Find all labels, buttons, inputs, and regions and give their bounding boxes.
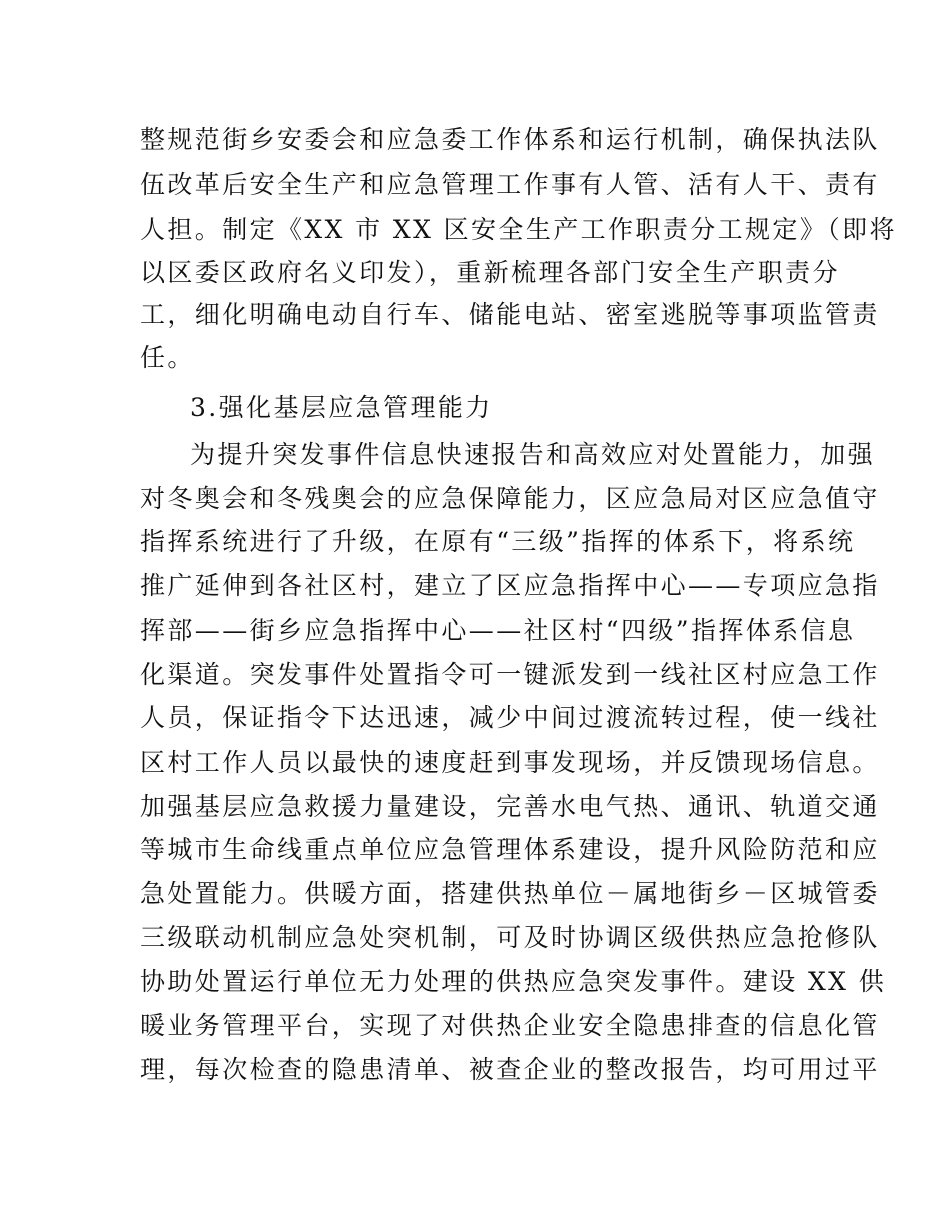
paragraph-2-line-3: 指挥系统进行了升级，在原有“三级”指挥的体系下，将系统 <box>140 527 856 556</box>
paragraph-2-line-4: 推广延伸到各社区村，建立了区应急指挥中心——专项应急指 <box>140 571 880 600</box>
paragraph-2-line-15: 理，每次检查的隐患清单、被查企业的整改报告，均可用过平 <box>140 1055 880 1084</box>
paragraph-2-line-11: 急处置能力。供暖方面，搭建供热单位－属地街乡－区城管委 <box>140 879 880 908</box>
paragraph-1-line-1: 整规范街乡安委会和应急委工作体系和运行机制，确保执法队 <box>140 125 880 154</box>
paragraph-2-line-14: 暖业务管理平台，实现了对供热企业安全隐患排查的信息化管 <box>140 1011 880 1040</box>
paragraph-2-line-10: 等城市生命线重点单位应急管理体系建设，提升风险防范和应 <box>140 835 880 864</box>
paragraph-2-line-6: 化渠道。突发事件处置指令可一键派发到一线社区村应急工作 <box>140 660 880 689</box>
paragraph-2-line-8: 区村工作人员以最快的速度赶到事发现场，并反馈现场信息。 <box>140 748 880 777</box>
paragraph-2-line-9: 加强基层应急救援力量建设，完善水电气热、通讯、轨道交通 <box>140 792 880 821</box>
paragraph-1-line-3: 人担。制定《XX 市 XX 区安全生产工作职责分工规定》（即将 <box>140 215 897 244</box>
paragraph-1-line-2: 伍改革后安全生产和应急管理工作事有人管、活有人干、责有 <box>140 170 880 199</box>
paragraph-2-line-2: 对冬奥会和冬残奥会的应急保障能力，区应急局对区应急值守 <box>140 484 880 513</box>
paragraph-2-line-12: 三级联动机制应急处突机制，可及时协调区级供热应急抢修队 <box>140 923 880 952</box>
paragraph-2-line-1: 为提升突发事件信息快速报告和高效应对处置能力，加强 <box>190 440 876 469</box>
paragraph-1-line-6: 任。 <box>140 343 195 372</box>
paragraph-1-line-5: 工，细化明确电动自行车、储能电站、密室逃脱等事项监管责 <box>140 300 880 329</box>
section-heading: 3.强化基层应急管理能力 <box>190 393 493 422</box>
paragraph-2-line-13: 协助处置运行单位无力处理的供热应急突发事件。建设 XX 供 <box>140 967 887 996</box>
paragraph-1-line-4: 以区委区政府名义印发），重新梳理各部门安全生产职责分 <box>140 258 840 287</box>
paragraph-2-line-7: 人员，保证指令下达迅速，减少中间过渡流转过程，使一线社 <box>140 703 880 732</box>
paragraph-2-line-5: 挥部——街乡应急指挥中心——社区村“四级”指挥体系信息 <box>140 616 856 645</box>
